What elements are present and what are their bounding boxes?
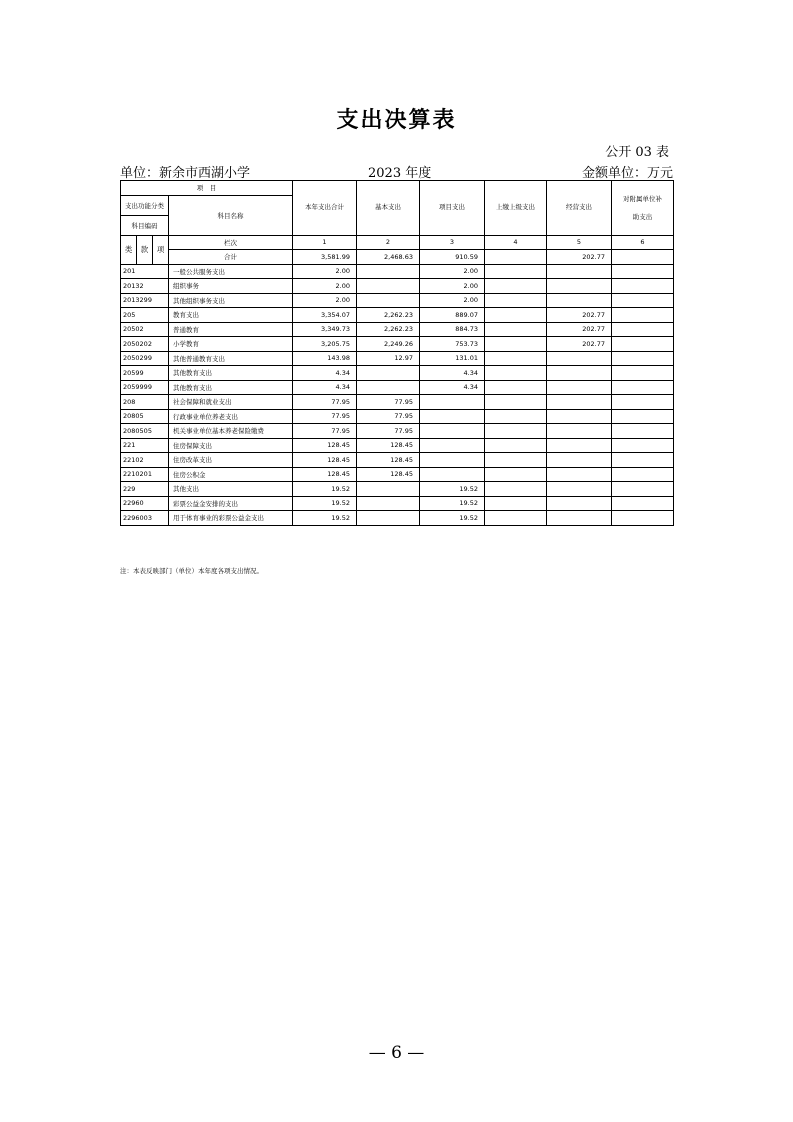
row-value-6 xyxy=(612,279,674,294)
row-value-2: 2,262.23 xyxy=(357,322,420,337)
col-header-6: 对附属单位补助支出 xyxy=(612,181,674,236)
col-index-3: 3 xyxy=(420,235,485,250)
row-subject-name: 其他组织事务支出 xyxy=(169,293,293,308)
money-unit: 金额单位：万元 xyxy=(581,166,673,181)
row-value-1: 2.00 xyxy=(293,264,357,279)
row-value-2 xyxy=(357,279,420,294)
table-row xyxy=(121,511,674,526)
row-value-6 xyxy=(612,453,674,468)
row-value-1: 19.52 xyxy=(293,482,357,497)
row-value-3 xyxy=(420,453,485,468)
row-value-2 xyxy=(357,511,420,526)
row-value-4 xyxy=(485,453,547,468)
row-value-5 xyxy=(547,453,612,468)
row-subject-name: 其他支出 xyxy=(169,482,293,497)
row-code: 2013299 xyxy=(121,293,169,308)
page-number: — 6 — xyxy=(368,1043,425,1063)
row-code: 20805 xyxy=(121,409,169,424)
table-row xyxy=(121,482,674,497)
row-value-6 xyxy=(612,395,674,410)
row-value-2: 77.95 xyxy=(357,395,420,410)
row-subject-name: 住房保障支出 xyxy=(169,438,293,453)
col-index-2: 2 xyxy=(357,235,420,250)
row-value-3: 19.52 xyxy=(420,511,485,526)
row-subject-name: 小学教育 xyxy=(169,337,293,352)
row-value-1: 77.95 xyxy=(293,424,357,439)
row-value-1: 4.34 xyxy=(293,366,357,381)
item-header: 项 目 xyxy=(121,181,293,196)
unit-name: 单位：新余市西湖小学 xyxy=(120,166,251,181)
document-title: 支出决算表 xyxy=(336,107,457,133)
row-value-5 xyxy=(547,293,612,308)
row-value-6 xyxy=(612,293,674,308)
row-value-4 xyxy=(485,322,547,337)
col-index-6: 6 xyxy=(612,235,674,250)
col-header-1: 本年支出合计 xyxy=(293,181,357,236)
row-subject-name: 机关事业单位基本养老保险缴费 xyxy=(169,424,293,439)
row-value-2: 128.45 xyxy=(357,467,420,482)
table-row xyxy=(121,366,674,381)
row-value-1: 128.45 xyxy=(293,467,357,482)
row-value-6 xyxy=(612,322,674,337)
table-row xyxy=(121,453,674,468)
row-value-5 xyxy=(547,438,612,453)
row-value-6 xyxy=(612,380,674,395)
row-value-5 xyxy=(547,496,612,511)
row-value-3: 753.73 xyxy=(420,337,485,352)
total-label: 合计 xyxy=(169,250,293,265)
row-code: 20132 xyxy=(121,279,169,294)
header-row-1 xyxy=(121,181,674,196)
row-value-1: 77.95 xyxy=(293,395,357,410)
row-subject-name: 普通教育 xyxy=(169,322,293,337)
table-row xyxy=(121,308,674,323)
row-value-6 xyxy=(612,511,674,526)
table-row xyxy=(121,467,674,482)
row-value-6 xyxy=(612,264,674,279)
row-value-3: 131.01 xyxy=(420,351,485,366)
row-value-5: 202.77 xyxy=(547,322,612,337)
row-code: 2080505 xyxy=(121,424,169,439)
row-value-5 xyxy=(547,279,612,294)
table-row xyxy=(121,496,674,511)
row-value-2 xyxy=(357,482,420,497)
row-value-2: 2,262.23 xyxy=(357,308,420,323)
row-value-3: 2.00 xyxy=(420,264,485,279)
row-value-1: 143.98 xyxy=(293,351,357,366)
row-value-2 xyxy=(357,366,420,381)
row-subject-name: 彩票公益金安排的支出 xyxy=(169,496,293,511)
table-row xyxy=(121,264,674,279)
table-row xyxy=(121,293,674,308)
row-subject-name: 其他教育支出 xyxy=(169,380,293,395)
row-code: 20502 xyxy=(121,322,169,337)
row-code: 229 xyxy=(121,482,169,497)
row-value-2 xyxy=(357,293,420,308)
row-value-4 xyxy=(485,279,547,294)
row-value-3: 19.52 xyxy=(420,496,485,511)
row-code: 2296003 xyxy=(121,511,169,526)
row-value-4 xyxy=(485,482,547,497)
row-value-4 xyxy=(485,337,547,352)
row-value-3: 884.73 xyxy=(420,322,485,337)
row-value-5 xyxy=(547,366,612,381)
row-code: 22960 xyxy=(121,496,169,511)
row-value-5 xyxy=(547,467,612,482)
row-value-2 xyxy=(357,496,420,511)
row-value-4 xyxy=(485,496,547,511)
row-value-3: 2.00 xyxy=(420,293,485,308)
row-value-4 xyxy=(485,467,547,482)
col-index-4: 4 xyxy=(485,235,547,250)
row-value-3: 889.07 xyxy=(420,308,485,323)
row-value-6 xyxy=(612,351,674,366)
row-value-4 xyxy=(485,293,547,308)
row-value-5 xyxy=(547,351,612,366)
row-value-3: 4.34 xyxy=(420,380,485,395)
table-row xyxy=(121,438,674,453)
row-value-3 xyxy=(420,409,485,424)
table-row xyxy=(121,351,674,366)
row-subject-name: 行政事业单位养老支出 xyxy=(169,409,293,424)
lei-header: 类 xyxy=(121,235,137,264)
row-value-1: 4.34 xyxy=(293,380,357,395)
fiscal-year: 2023 年度 xyxy=(368,166,432,181)
row-value-3 xyxy=(420,467,485,482)
table-row xyxy=(121,424,674,439)
total-value-4 xyxy=(485,250,547,265)
row-value-6 xyxy=(612,424,674,439)
row-value-1: 2.00 xyxy=(293,293,357,308)
table-note: 注：本表反映部门（单位）本年度各项支出情况。 xyxy=(120,567,263,575)
col-index-label: 栏次 xyxy=(169,235,293,250)
subject-name-header: 科目名称 xyxy=(169,195,293,235)
row-value-5 xyxy=(547,482,612,497)
row-code: 208 xyxy=(121,395,169,410)
row-value-3: 4.34 xyxy=(420,366,485,381)
row-value-3 xyxy=(420,424,485,439)
row-value-3: 19.52 xyxy=(420,482,485,497)
row-code: 2059999 xyxy=(121,380,169,395)
row-value-1: 19.52 xyxy=(293,496,357,511)
row-value-2 xyxy=(357,380,420,395)
total-value-5: 202.77 xyxy=(547,250,612,265)
row-value-2: 128.45 xyxy=(357,438,420,453)
xiang-header: 项 xyxy=(153,235,169,264)
row-value-2: 77.95 xyxy=(357,424,420,439)
row-code: 201 xyxy=(121,264,169,279)
row-value-1: 3,205.75 xyxy=(293,337,357,352)
row-value-3 xyxy=(420,395,485,410)
row-code: 20599 xyxy=(121,366,169,381)
meta-row xyxy=(120,162,673,180)
row-value-4 xyxy=(485,351,547,366)
row-value-2: 2,249.26 xyxy=(357,337,420,352)
row-subject-name: 用于体育事业的彩票公益金支出 xyxy=(169,511,293,526)
row-value-1: 128.45 xyxy=(293,438,357,453)
table-row xyxy=(121,380,674,395)
total-value-1: 3,581.99 xyxy=(293,250,357,265)
row-value-4 xyxy=(485,438,547,453)
row-code: 2050202 xyxy=(121,337,169,352)
row-value-4 xyxy=(485,366,547,381)
row-value-4 xyxy=(485,264,547,279)
row-value-2: 77.95 xyxy=(357,409,420,424)
row-value-5 xyxy=(547,264,612,279)
row-value-1: 19.52 xyxy=(293,511,357,526)
row-value-5 xyxy=(547,395,612,410)
table-row xyxy=(121,279,674,294)
expenditure-table xyxy=(120,180,674,526)
row-subject-name: 其他教育支出 xyxy=(169,366,293,381)
row-code: 221 xyxy=(121,438,169,453)
row-value-5 xyxy=(547,409,612,424)
row-code: 205 xyxy=(121,308,169,323)
row-value-6 xyxy=(612,482,674,497)
row-code: 22102 xyxy=(121,453,169,468)
row-value-2: 12.97 xyxy=(357,351,420,366)
row-subject-name: 教育支出 xyxy=(169,308,293,323)
row-value-6 xyxy=(612,308,674,323)
table-row xyxy=(121,337,674,352)
code-label-header: 科目编码 xyxy=(121,215,169,235)
row-value-4 xyxy=(485,380,547,395)
col-index-5: 5 xyxy=(547,235,612,250)
form-number: 公开 03 表 xyxy=(605,145,669,160)
row-value-6 xyxy=(612,366,674,381)
row-subject-name: 社会保障和就业支出 xyxy=(169,395,293,410)
row-value-1: 3,349.73 xyxy=(293,322,357,337)
row-value-5: 202.77 xyxy=(547,337,612,352)
row-value-1: 2.00 xyxy=(293,279,357,294)
col-header-2: 基本支出 xyxy=(357,181,420,236)
row-value-6 xyxy=(612,496,674,511)
row-value-1: 3,354.07 xyxy=(293,308,357,323)
col-header-5: 经营支出 xyxy=(547,181,612,236)
row-code: 2210201 xyxy=(121,467,169,482)
col-header-4: 上缴上级支出 xyxy=(485,181,547,236)
row-value-5 xyxy=(547,511,612,526)
row-value-4 xyxy=(485,409,547,424)
classification-header: 支出功能分类 xyxy=(121,195,169,215)
row-code: 2050299 xyxy=(121,351,169,366)
row-subject-name: 其他普通教育支出 xyxy=(169,351,293,366)
row-subject-name: 住房改革支出 xyxy=(169,453,293,468)
row-value-1: 128.45 xyxy=(293,453,357,468)
row-value-4 xyxy=(485,511,547,526)
row-value-3: 2.00 xyxy=(420,279,485,294)
row-value-4 xyxy=(485,395,547,410)
col-index-1: 1 xyxy=(293,235,357,250)
row-value-5 xyxy=(547,380,612,395)
row-value-2 xyxy=(357,264,420,279)
total-row xyxy=(121,250,674,265)
total-value-2: 2,468.63 xyxy=(357,250,420,265)
table-row xyxy=(121,409,674,424)
row-value-6 xyxy=(612,438,674,453)
row-value-3 xyxy=(420,438,485,453)
row-value-2: 128.45 xyxy=(357,453,420,468)
row-value-4 xyxy=(485,424,547,439)
row-value-6 xyxy=(612,337,674,352)
total-value-6 xyxy=(612,250,674,265)
row-value-6 xyxy=(612,467,674,482)
row-value-4 xyxy=(485,308,547,323)
col-header-3: 项目支出 xyxy=(420,181,485,236)
row-subject-name: 住房公积金 xyxy=(169,467,293,482)
table-row xyxy=(121,322,674,337)
index-row xyxy=(121,235,674,250)
table-row xyxy=(121,395,674,410)
row-subject-name: 组织事务 xyxy=(169,279,293,294)
row-subject-name: 一般公共服务支出 xyxy=(169,264,293,279)
row-value-5 xyxy=(547,424,612,439)
kuan-header: 款 xyxy=(137,235,153,264)
row-value-6 xyxy=(612,409,674,424)
row-value-1: 77.95 xyxy=(293,409,357,424)
row-value-5: 202.77 xyxy=(547,308,612,323)
total-value-3: 910.59 xyxy=(420,250,485,265)
